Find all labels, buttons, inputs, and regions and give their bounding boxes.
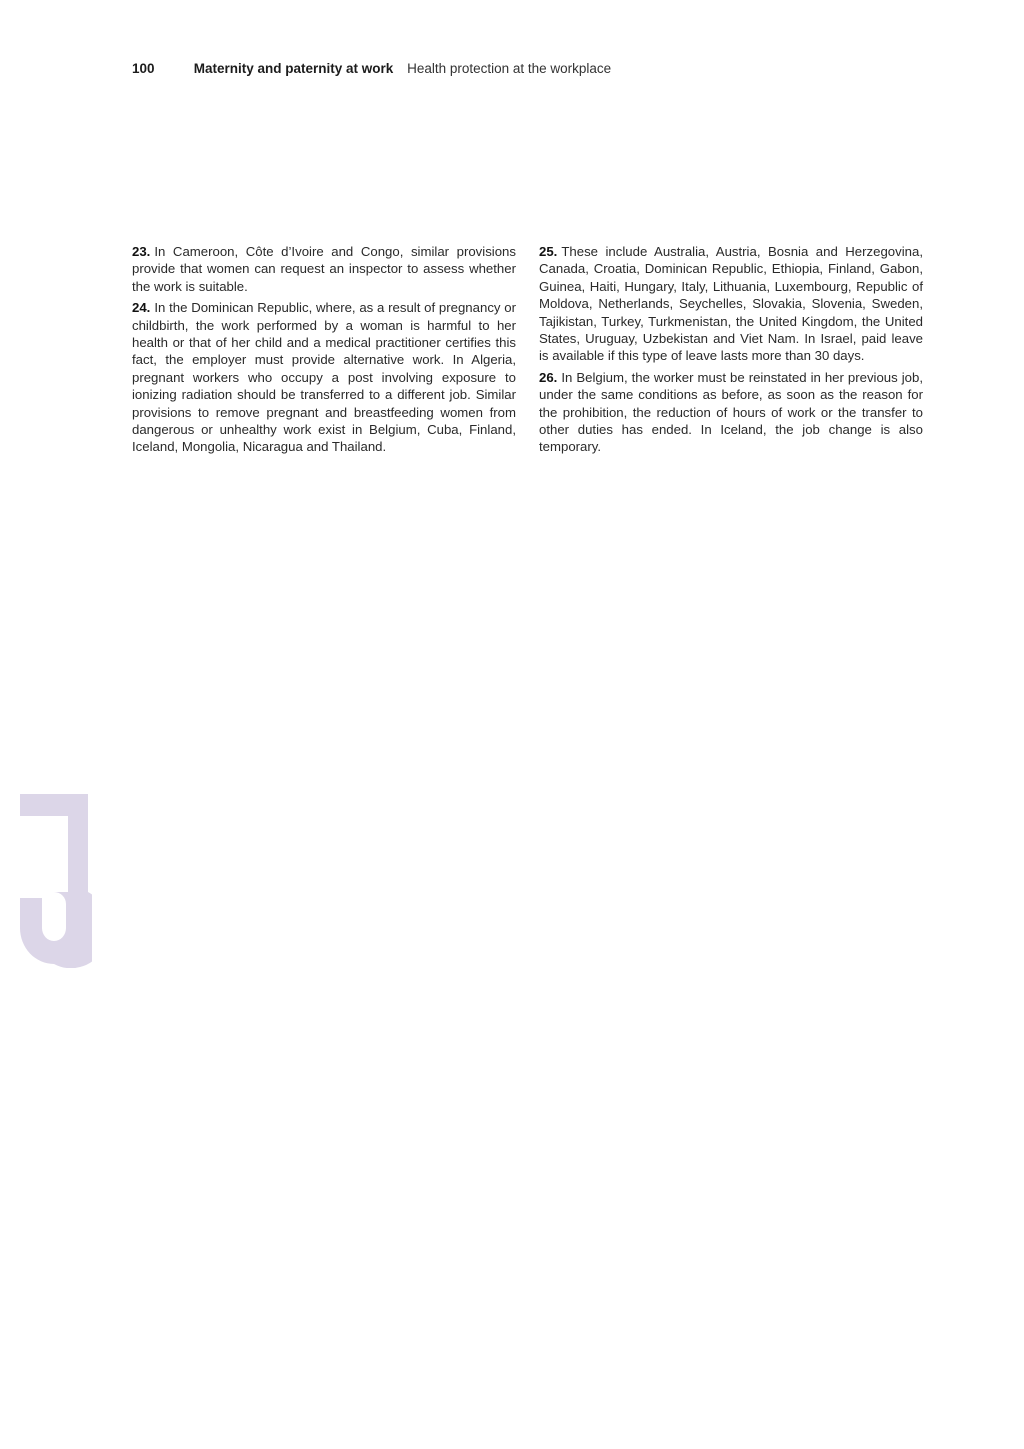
book-title: Maternity and paternity at work bbox=[193, 61, 394, 76]
notes-column-left bbox=[132, 243, 516, 460]
endnote-text: In the Dominican Republic, where, as a result of pregnancy or childbirth, the work performed by a woman is harmful to her health or that of her child and a medical practitioner certifies this fact, the employer must provide alternative work. In Algeria, pregnant workers who occupy a post involving exposure to ionizing radiation should be transferred to a different job. Similar provisions to remove pregnant and breastfeeding women from dangerous or unhealthy work exist in Belgium, Cuba, Finland, Iceland, Mongolia, Nicaragua and Thailand. bbox=[132, 300, 516, 455]
endnote-text: These include Australia, Austria, Bosnia and Herzegovina, Canada, Croatia, Dominican Republic, Ethiopia, Finland, Gabon, Guinea, Haiti, Hungary, Italy, Lithuania, Luxembourg, Republic of Moldova, Netherlands, Seychelles, Slovakia, Slovenia, Sweden, Tajikistan, Turkey, Turkmenistan, the United Kingdom, the United States, Uruguay, Uzbekistan and Viet Nam. In Israel, paid leave is available if this type of leave lasts more than 30 days. bbox=[539, 244, 923, 364]
notes-column-right bbox=[539, 243, 923, 460]
chapter-title: Health protection at the workplace bbox=[407, 61, 612, 76]
chapter-number-glyph bbox=[20, 794, 92, 968]
endnote-number: 25. bbox=[539, 244, 558, 259]
endnote-23 bbox=[132, 243, 516, 295]
endnote-26 bbox=[539, 369, 923, 456]
running-header bbox=[132, 60, 611, 78]
endnote-25 bbox=[539, 243, 923, 365]
chapter-number-marker bbox=[16, 792, 92, 968]
endnote-number: 24. bbox=[132, 300, 151, 316]
endnote-number: 23. bbox=[132, 244, 151, 259]
page-number: 100 bbox=[132, 61, 155, 76]
endnote-text: In Belgium, the worker must be reinstated in her previous job, under the same conditions as before, as soon as the reason for the prohibition, the reduction of hours of work or the transfer to other duties has ended. In Iceland, the job change is also temporary. bbox=[539, 369, 923, 455]
endnote-text: In Cameroon, Côte d’Ivoire and Congo, similar provisions provide that women can request an inspector to assess whether the work is suitable. bbox=[132, 244, 516, 294]
endnote-number: 26. bbox=[539, 369, 558, 385]
endnote-24 bbox=[132, 299, 516, 456]
